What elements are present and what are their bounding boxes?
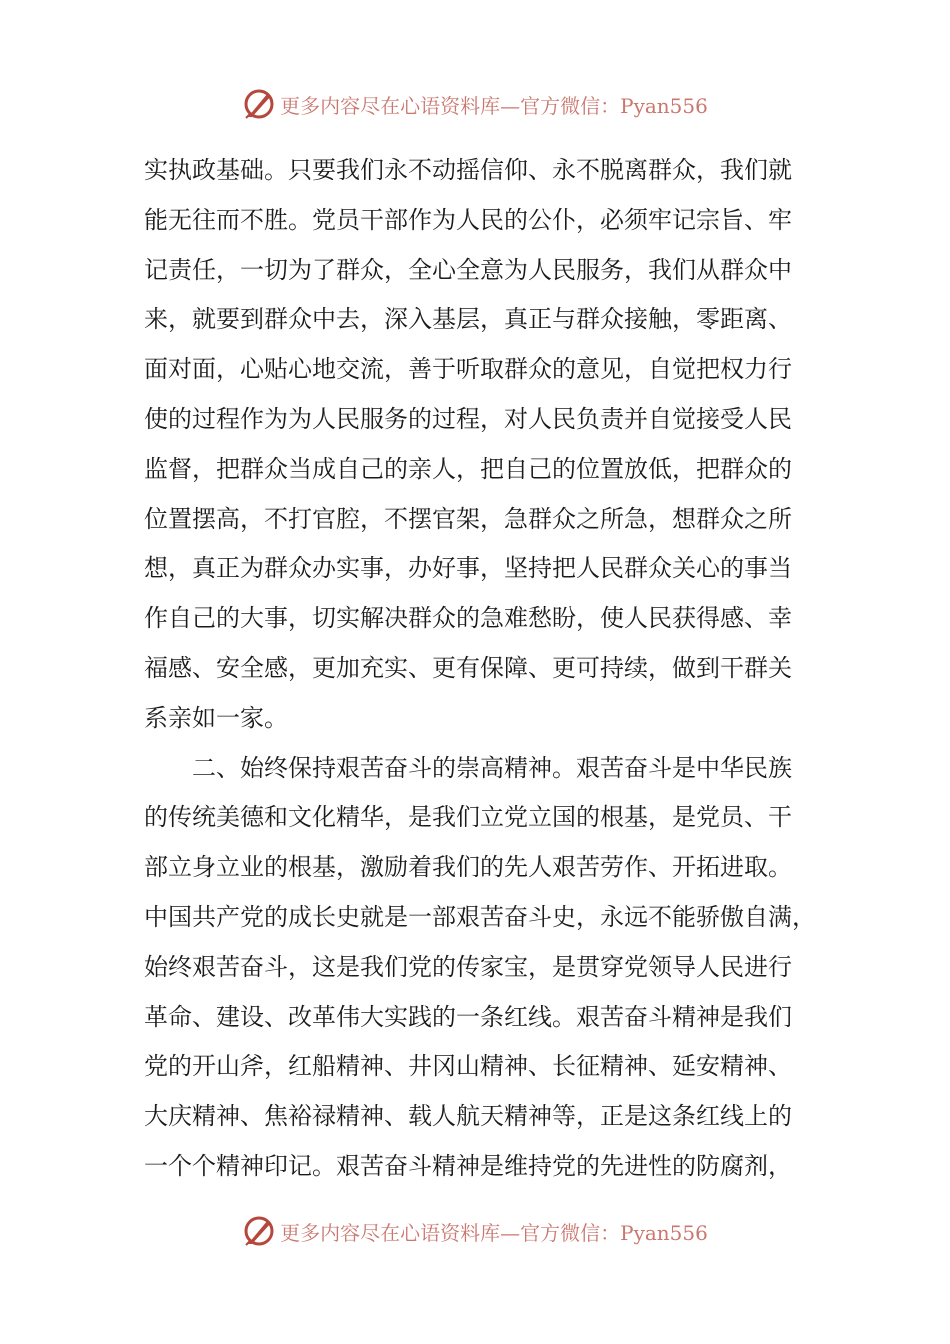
body-line: 革命、建设、改革伟大实践的一条红线。艰苦奋斗精神是我们 (144, 1002, 792, 1031)
body-line: 的传统美德和文化精华，是我们立党立国的根基，是党员、干 (144, 803, 792, 832)
body-line: 能无往而不胜。党员干部作为人民的公仆，必须牢记宗旨、牢 (144, 205, 792, 234)
body-line: 中国共产党的成长史就是一部艰苦奋斗史，永远不能骄傲自满， (144, 902, 816, 931)
body-line: 大庆精神、焦裕禄精神、载人航天精神等，正是这条红线上的 (144, 1102, 792, 1131)
footer-banner-text: 更多内容尽在心语资料库—官方微信：Pyan556 (280, 1220, 708, 1245)
body-line: 面对面，心贴心地交流，善于听取群众的意见，自觉把权力行 (144, 355, 792, 384)
body-line: 作自己的大事，切实解决群众的急难愁盼，使人民获得感、幸 (144, 604, 792, 633)
document-body (144, 146, 824, 1192)
footer-banner (0, 1211, 950, 1251)
quill-pen-logo-icon (242, 1214, 276, 1248)
quill-pen-logo-icon (242, 87, 276, 121)
body-line: 系亲如一家。 (144, 703, 288, 732)
body-line: 来，就要到群众中去，深入基层，真正与群众接触，零距离、 (144, 305, 792, 334)
body-line: 始终艰苦奋斗，这是我们党的传家宝，是贯穿党领导人民进行 (144, 952, 792, 981)
paragraph-heading-line: 二、始终保持艰苦奋斗的崇高精神。艰苦奋斗是中华民族 (192, 753, 792, 782)
body-line: 实执政基础。只要我们永不动摇信仰、永不脱离群众，我们就 (144, 156, 792, 184)
body-line: 福感、安全感，更加充实、更有保障、更可持续，做到干群关 (144, 653, 792, 682)
body-line: 记责任，一切为了群众，全心全意为人民服务，我们从群众中 (144, 255, 792, 284)
body-line: 党的开山斧，红船精神、井冈山精神、长征精神、延安精神、 (144, 1052, 792, 1081)
header-banner (0, 84, 950, 124)
body-line: 部立身立业的根基，激励着我们的先人艰苦劳作、开拓进取。 (144, 853, 792, 882)
header-banner-text: 更多内容尽在心语资料库—官方微信：Pyan556 (280, 93, 708, 118)
body-line: 一个个精神印记。艰苦奋斗精神是维持党的先进性的防腐剂， (144, 1151, 792, 1180)
body-line: 使的过程作为为人民服务的过程，对人民负责并自觉接受人民 (144, 404, 792, 433)
body-line: 位置摆高，不打官腔，不摆官架，急群众之所急，想群众之所 (144, 504, 792, 533)
body-line: 监督，把群众当成自己的亲人，把自己的位置放低，把群众的 (144, 454, 792, 483)
body-line: 想，真正为群众办实事，办好事，坚持把人民群众关心的事当 (144, 554, 792, 583)
